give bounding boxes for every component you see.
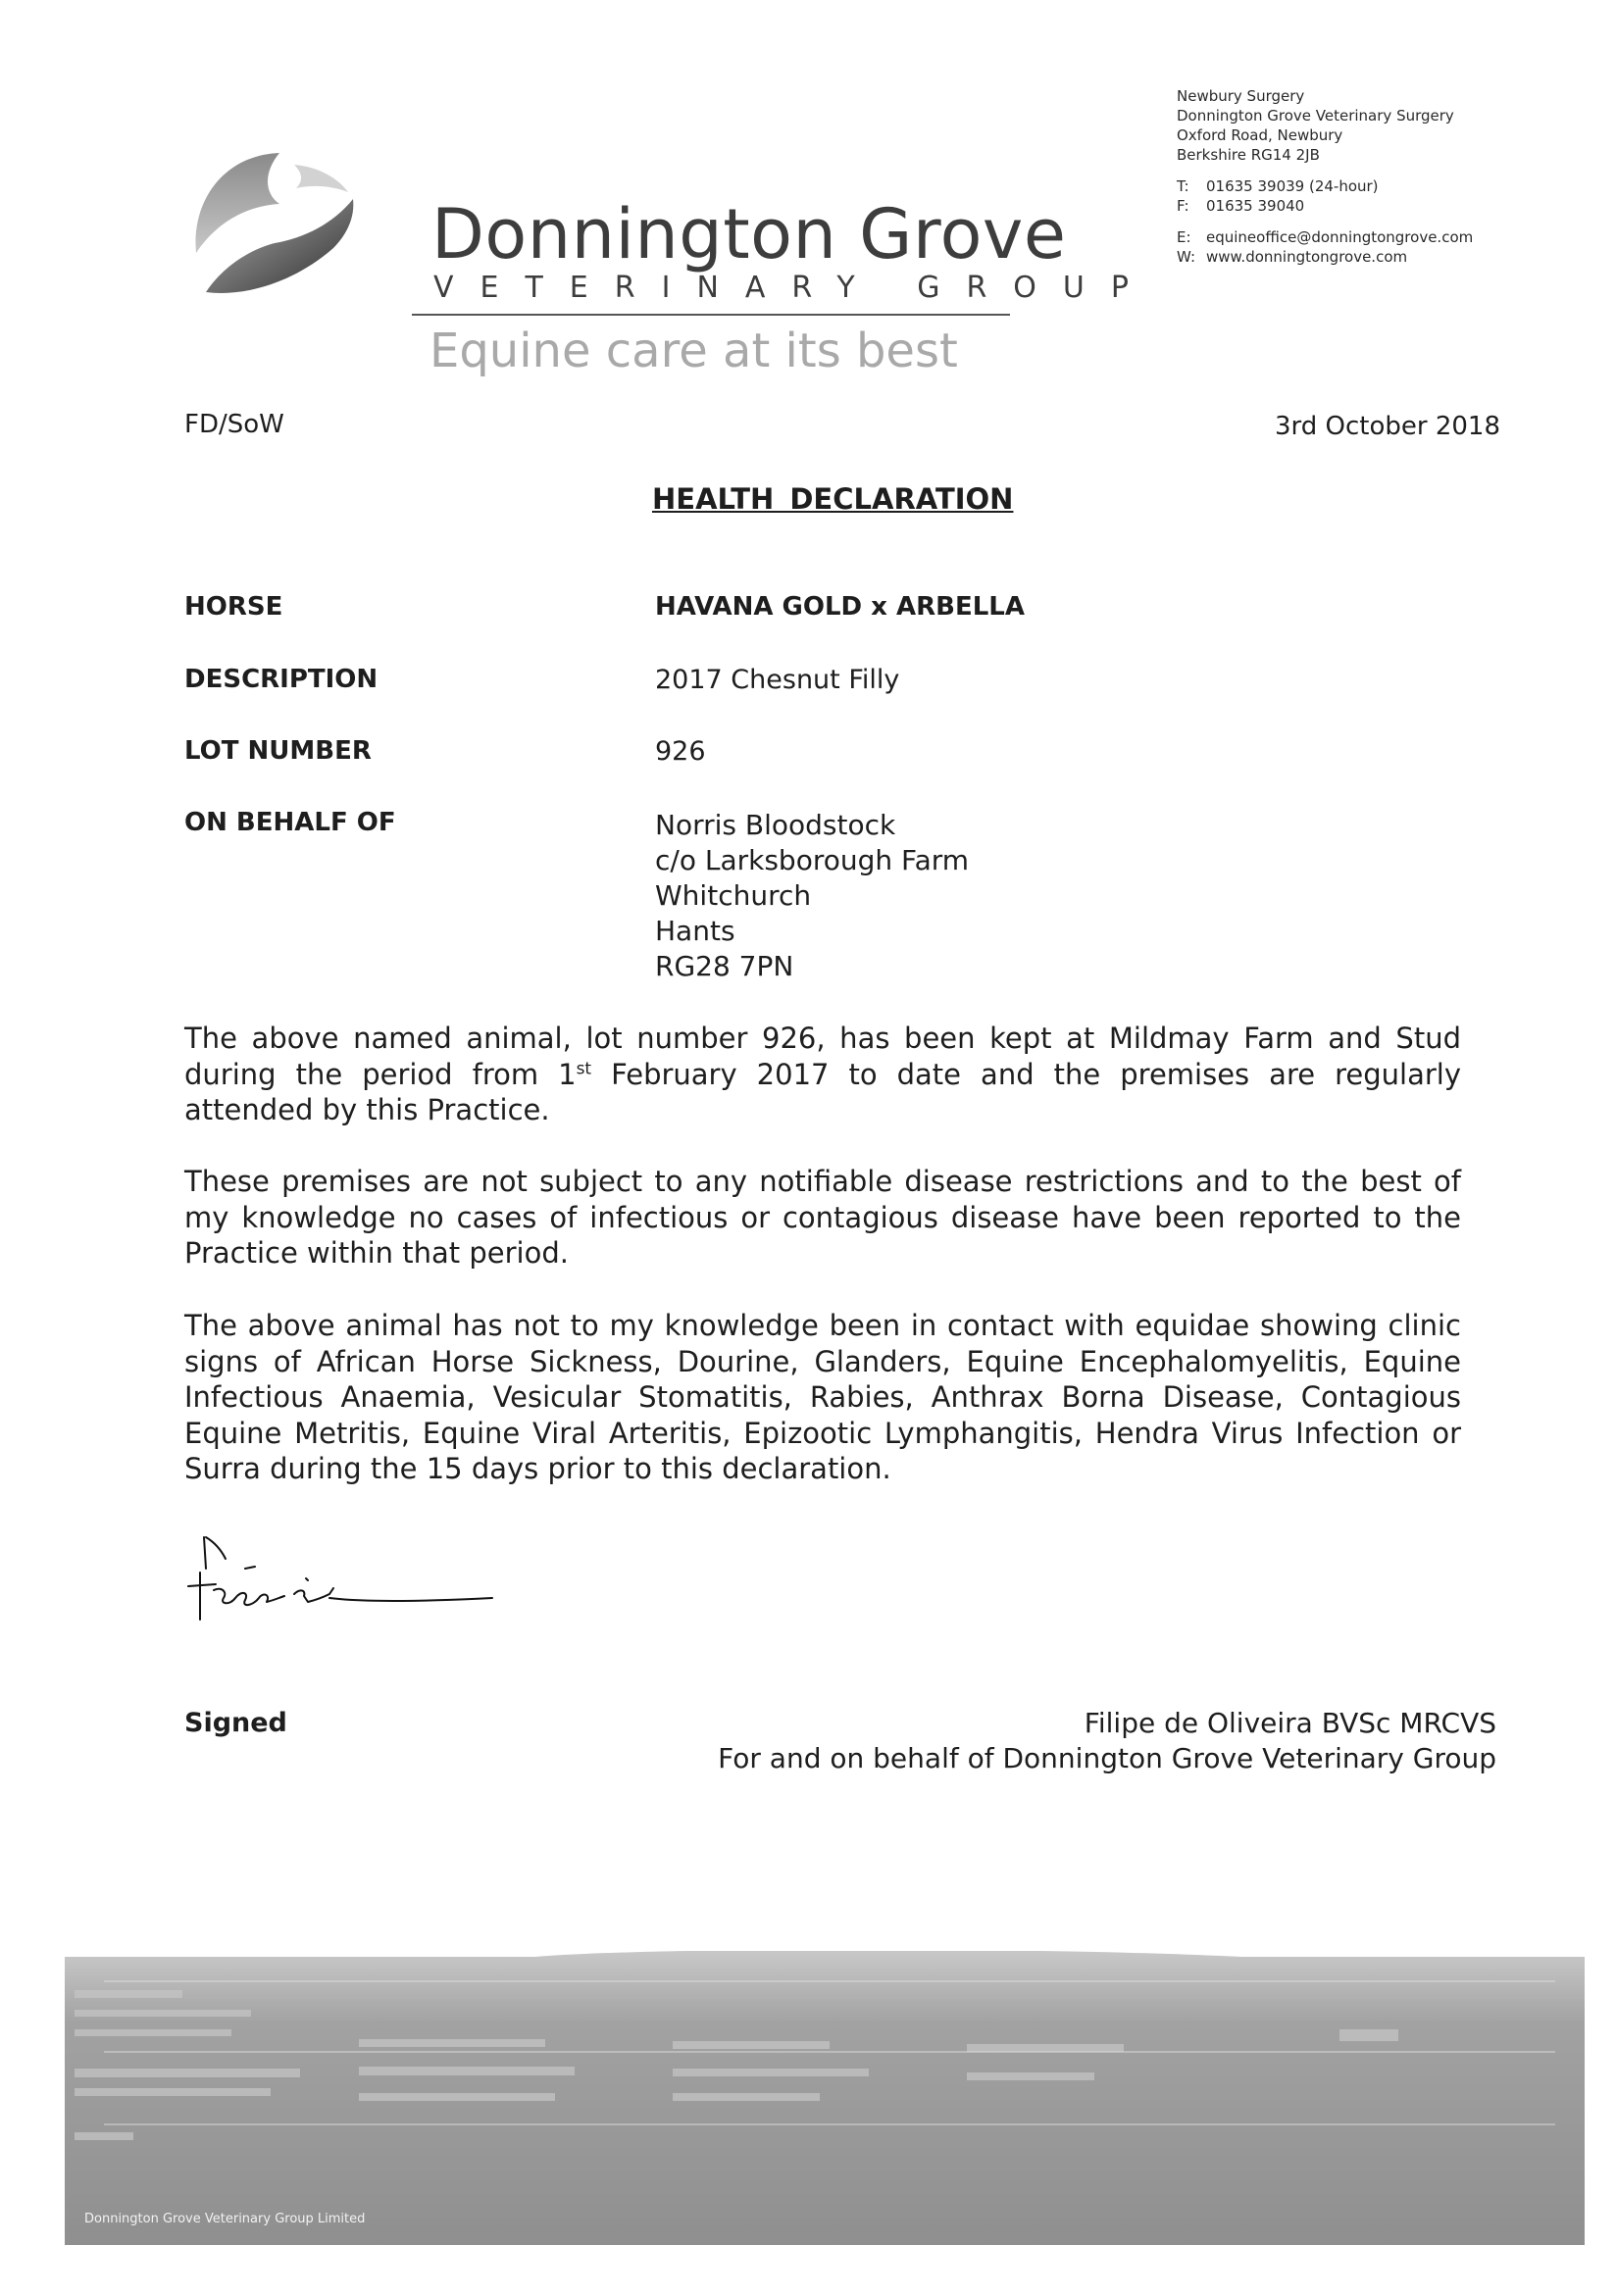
address-line: Norris Bloodstock (655, 809, 896, 841)
on-behalf-of-label: ON BEHALF OF (184, 808, 396, 837)
address-block (1177, 86, 1473, 267)
address-line: Berkshire RG14 2JB (1177, 146, 1320, 164)
company-registration: Donnington Grove Veterinary Group Limited (84, 2212, 366, 2226)
description-value: 2017 Chesnut Filly (655, 665, 900, 695)
address-line: Donnington Grove Veterinary Surgery (1177, 107, 1454, 125)
horse-label: HORSE (184, 592, 283, 622)
brand-subtitle: VETERINARY GROUP (433, 271, 1155, 305)
address-line: RG28 7PN (655, 950, 794, 982)
brand-name: Donnington Grove (431, 194, 1067, 275)
logo-mark-icon (186, 145, 363, 302)
address-line: Whitchurch (655, 879, 812, 912)
signer-behalf: For and on behalf of Donnington Grove Veterinary Group (718, 1742, 1496, 1774)
email[interactable]: E: equineoffice@donningtongrove.com (1177, 228, 1474, 246)
lot-number-label: LOT NUMBER (184, 736, 372, 766)
address-line: Hants (655, 915, 735, 947)
lot-number-value: 926 (655, 736, 706, 767)
signed-label: Signed (184, 1708, 287, 1738)
telephone: T: 01635 39039 (24-hour) (1177, 177, 1379, 195)
handwritten-signature (177, 1529, 510, 1647)
signer-block (718, 1706, 1496, 1776)
brand-tagline: Equine care at its best (429, 324, 958, 378)
address-line: c/o Larksborough Farm (655, 844, 970, 876)
document-title: HEALTH DECLARATION (652, 482, 1014, 516)
surgery-name: Newbury Surgery (1177, 87, 1305, 105)
on-behalf-of-address (655, 808, 969, 984)
letter-date: 3rd October 2018 (1274, 412, 1500, 441)
paragraph-contact: The above animal has not to my knowledge been in contact with equidae showing clinic signs of African Horse Sickness, Dourine, Glanders, Equine Encephalomyelitis, Equine Infectious Anaemia, Vesicular Stomatitis, Rabies, Anthrax Borna Disease, Contagious Equine Metritis, Equine Viral Arteritis, Epizootic Lymphangitis, Hendra Virus Infection or Surra during the 15 days prior to this declaration. (184, 1309, 1461, 1485)
description-label: DESCRIPTION (184, 665, 379, 694)
reference-code: FD/SoW (184, 410, 284, 439)
address-line: Oxford Road, Newbury (1177, 126, 1343, 144)
paragraph-premises: The above named animal, lot number 926, has been kept at Mildmay Farm and Stud during the period from 1st February 2017 to date and the premises are regularly attended by this Practice. (184, 1022, 1461, 1126)
paragraph-restrictions: These premises are not subject to any notifiable disease restrictions and to the best of my knowledge no cases of infectious or contagious disease have been reported to the Practice within that period. (184, 1165, 1461, 1270)
footer-band (65, 1951, 1585, 2245)
website[interactable]: W: www.donningtongrove.com (1177, 248, 1408, 266)
brand-divider (412, 314, 1010, 316)
fax: F: 01635 39040 (1177, 197, 1305, 215)
horse-value: HAVANA GOLD x ARBELLA (655, 592, 1025, 622)
signer-name: Filipe de Oliveira BVSc MRCVS (1084, 1707, 1496, 1739)
